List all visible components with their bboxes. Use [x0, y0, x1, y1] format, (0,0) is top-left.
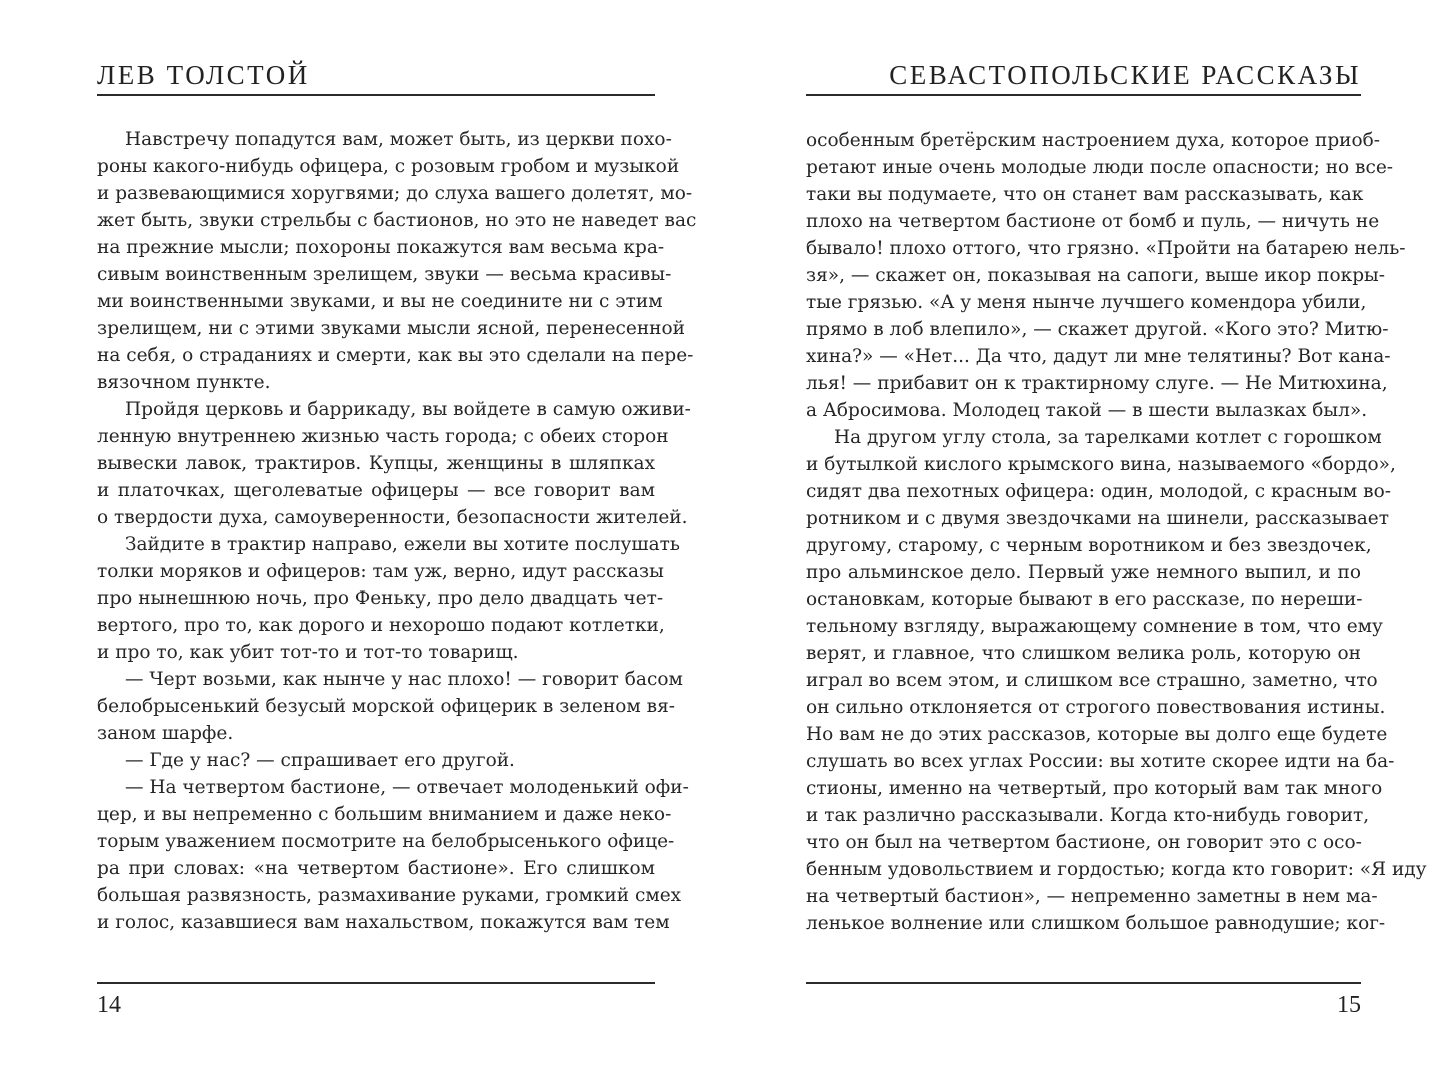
text-line: верят, и главное, что слишком велика роль, которую он: [806, 643, 1361, 664]
text-line: а Абросимова. Молодец такой — в шести вылазках был».: [806, 400, 1368, 421]
page-number: 14: [97, 992, 121, 1018]
text-line: и про то, как убит тот-то и тот-то товарищ.: [97, 642, 519, 663]
running-head-author: ЛЕВ ТОЛСТОЙ: [97, 60, 310, 90]
text-line: на прежние мысли; похороны покажутся вам весьма кра-: [97, 237, 665, 258]
running-head-title: СЕВАСТОПОЛЬСКИЕ РАССКАЗЫ: [889, 60, 1361, 90]
page-number: 15: [1337, 992, 1361, 1018]
text-line: заном шарфе.: [97, 723, 234, 744]
text-line: жет быть, звуки стрельбы с бастионов, но это не наведет вас: [97, 210, 697, 231]
header-rule: [97, 94, 655, 96]
body-text: [97, 126, 697, 936]
text-line: большая развязность, размахивание руками, громкий смех: [97, 885, 682, 906]
text-line: зя», — скажет он, показывая на сапоги, выше икор покры-: [806, 265, 1386, 286]
text-line: на четвертый бастион», — непременно заметны в нем ма-: [806, 886, 1378, 907]
text-line: играл во всем этом, и слишком все страшно, заметно, что: [806, 670, 1378, 691]
text-line: цер, и вы непременно с большим вниманием и даже неко-: [97, 804, 672, 825]
text-line: — Черт возьми, как нынче у нас плохо! — говорит басом: [125, 669, 683, 690]
text-line: ленную внутреннею жизнью часть города; с обеих сторон: [97, 426, 669, 447]
text-line: таки вы подумаете, что он станет вам рассказывать, как: [806, 184, 1364, 205]
right-page: [806, 0, 1427, 1080]
text-line: Навстречу попадутся вам, может быть, из церкви похо-: [125, 129, 672, 150]
text-line: сивым воинственным зрелищем, звуки — весьма красивы-: [97, 264, 672, 285]
text-line: плохо на четвертом бастионе от бомб и пуль, — ничуть не: [806, 211, 1380, 232]
text-line: и так различно рассказывали. Когда кто-нибудь говорит,: [806, 805, 1370, 826]
text-line: тые грязью. «А у меня нынче лучшего комендора убили,: [806, 292, 1367, 313]
text-line: ротником и с двумя звездочками на шинели, рассказывает: [806, 508, 1389, 529]
footer-rule: [806, 982, 1361, 984]
text-line: ра при словах: «на четвертом бастионе». Его слишком: [97, 858, 655, 879]
text-line: прямо в лоб влепило», — скажет другой. «Кого это? Митю-: [806, 319, 1389, 340]
text-line: он сильно отклоняется от строгого повествования истины.: [806, 697, 1386, 718]
text-line: торым уважением посмотрите на белобрысенького офице-: [97, 831, 675, 852]
text-line: и голос, казавшиеся вам нахальством, покажутся вам тем: [97, 912, 670, 933]
text-line: на себя, о страданиях и смерти, как вы это сделали на пере-: [97, 345, 694, 366]
text-line: и развевающимися хоругвями; до слуха вашего долетят, мо-: [97, 183, 693, 204]
text-line: толки моряков и офицеров: там уж, верно, идут рассказы: [97, 561, 664, 582]
text-line: лья! — прибавит он к трактирному слуге. — Не Митюхина,: [806, 373, 1388, 394]
footer-rule: [97, 982, 655, 984]
text-line: про нынешнюю ночь, про Феньку, про дело двадцать чет-: [97, 588, 664, 609]
body-text: [806, 127, 1427, 937]
text-line: остановкам, которые бывают в его рассказе, по нереши-: [806, 589, 1363, 610]
text-line: слушать во всех углах России: вы хотите скорее идти на ба-: [806, 751, 1395, 772]
header-rule: [806, 94, 1361, 96]
text-line: сидят два пехотных офицера: один, молодой, с красным во-: [806, 481, 1391, 502]
text-line: стионы, именно на четвертый, про который вам так много: [806, 778, 1383, 799]
text-line: тельному взгляду, выражающему сомнение в том, что ему: [806, 616, 1383, 637]
text-line: роны какого-нибудь офицера, с розовым гробом и музыкой: [97, 156, 680, 177]
text-line: о твердости духа, самоуверенности, безопасности жителей.: [97, 507, 688, 528]
text-line: — Где у нас? — спрашивает его другой.: [125, 750, 515, 771]
text-line: вязочном пункте.: [97, 372, 271, 393]
text-line: и платочках, щеголеватые офицеры — все говорит вам: [97, 480, 655, 501]
text-line: вывески лавок, трактиров. Купцы, женщины в шляпках: [97, 453, 655, 474]
text-line: зрелищем, ни с этими звуками мысли ясной, перенесенной: [97, 318, 685, 339]
text-line: бывало! плохо оттого, что грязно. «Пройти на батарею нель-: [806, 238, 1406, 259]
text-line: другому, старому, с черным воротником и без звездочек,: [806, 535, 1372, 556]
text-line: Зайдите в трактир направо, ежели вы хотите послушать: [125, 534, 680, 555]
text-line: белобрысенький безусый морской офицерик в зеленом вя-: [97, 696, 676, 717]
text-line: особенным бретёрским настроением духа, которое приоб-: [806, 130, 1381, 151]
text-line: про альминское дело. Первый уже немного выпил, и по: [806, 562, 1361, 583]
text-line: хина?» — «Нет... Да что, дадут ли мне телятины? Вот кана-: [806, 346, 1391, 367]
text-line: вертого, про то, как дорого и нехорошо подают котлетки,: [97, 615, 665, 636]
text-line: На другом углу стола, за тарелками котлет с горошком: [834, 427, 1382, 448]
text-line: Пройдя церковь и баррикаду, вы войдете в самую оживи-: [125, 399, 691, 420]
text-line: ленькое волнение или слишком большое равнодушие; ког-: [806, 913, 1386, 934]
text-line: Но вам не до этих рассказов, которые вы долго еще будете: [806, 724, 1388, 745]
left-page: [97, 0, 697, 1080]
text-line: что он был на четвертом бастионе, он говорит это с осо-: [806, 832, 1362, 853]
text-line: и бутылкой кислого крымского вина, называемого «бордо»,: [806, 454, 1396, 475]
text-line: — На четвертом бастионе, — отвечает молоденький офи-: [125, 777, 689, 798]
text-line: ми воинственными звуками, и вы не соедините ни с этим: [97, 291, 663, 312]
text-line: ретают иные очень молодые люди после опасности; но все-: [806, 157, 1394, 178]
text-line: бенным удовольствием и гордостью; когда кто говорит: «Я иду: [806, 859, 1427, 880]
